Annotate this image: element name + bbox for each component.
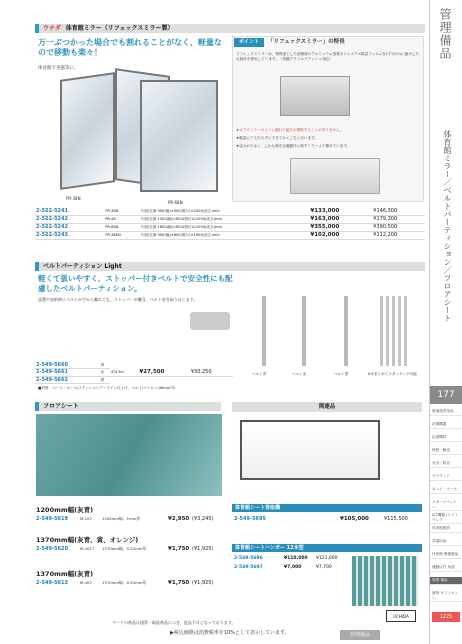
belt-code: 2-549-5662 <box>35 376 100 383</box>
belt-color: 青 <box>100 362 111 369</box>
brand-label: ウチダ <box>43 25 61 32</box>
roller-code: 2-549-5695 <box>234 516 266 522</box>
related-header: 関連品 <box>232 402 422 412</box>
page-number: 177 <box>430 386 462 404</box>
sidebar-nav-item[interactable]: 管理 備品 <box>430 577 462 585</box>
floor-item-spec: 1370mm幅、0.52mm厚 <box>102 546 147 551</box>
belt-stopper-photo <box>190 312 230 330</box>
sidebar-nav-item[interactable]: 進物 ギフトセット <box>430 590 462 602</box>
sidebar-nav-item[interactable]: グラウンド <box>430 473 462 481</box>
pole-black <box>344 296 348 366</box>
roller-price-tax: ¥115,500 <box>384 516 408 522</box>
belt-lead: 軽くて扱いやすく、ストッパー付きベルトで安全性にも配慮したベルトパーティション。 <box>38 274 233 293</box>
hanger-code: 2-549-5697 <box>234 565 263 570</box>
belt-price: ¥27,500 <box>138 369 189 376</box>
pole-red <box>302 296 306 366</box>
belt-table <box>35 362 233 384</box>
hanger-price-tax: ¥7,700 <box>316 565 332 570</box>
photo-label-stacking: 6本まとめてスタッキング可能 <box>368 372 417 376</box>
mirror-sub: 体育館で実施等に。 <box>38 66 79 71</box>
floor-item-spec: 1370mm幅、0.52mm厚 <box>102 580 147 585</box>
mirror-cell-price-tax: ¥179,300 <box>372 215 425 223</box>
mirror-panel-right <box>140 80 218 192</box>
footer-brand: UCHIDA <box>386 610 416 622</box>
mirror-lead: 万一ぶつかった場合でも割れることがなく、軽量なので移動も楽々！ <box>38 38 222 57</box>
belt-code: 2-549-5660 <box>35 362 100 369</box>
point-text: リフェックスミラーは、特殊加工した高精度のアルミニウム蒸着ポリエステル軽量フィルムを1千分の1に縮小した反射体を使用しています。（美観アクリルブラッシュ対応） <box>236 52 420 61</box>
belt-code: 2-549-5661 <box>35 369 100 376</box>
hanger-price: ¥7,000 <box>284 565 302 570</box>
sidebar-nav-item[interactable]: ICT機器 /ソフトウェア <box>430 512 462 524</box>
belt-note: ■材質：ベース・ポール/ステンレスヘアーライン仕上げ、ベルト/ナイロン(48mm巾) <box>38 386 176 390</box>
mirror-table-row <box>35 208 425 215</box>
mirror-cell-model: PR-38N <box>104 208 140 215</box>
sidebar-nav-item[interactable]: 応援機材 <box>430 434 462 442</box>
feature-note-3: ★歪みが少なく、しかも像を正確動作に映すミラーより優れています。 <box>236 144 351 148</box>
mirror-panel-left <box>60 72 115 190</box>
floor-item-code: 2-549-5620 <box>36 546 68 552</box>
mirror-layer-diagram <box>290 158 380 194</box>
sidebar-nav-item[interactable]: 体育館施設 <box>430 525 462 533</box>
sidebar-nav-item[interactable]: 環境改善用品 <box>430 408 462 416</box>
mirror-cell-code: 2-522-5241 <box>35 208 104 215</box>
hanger-code: 2-549-5696 <box>234 556 263 561</box>
mirror-cell-model: PR-38KN <box>104 231 140 239</box>
floor-item-model: M-407 <box>80 580 92 585</box>
floor-item-heading: 1200mm幅(灰青) <box>36 506 94 514</box>
hanger-title: 体育館シートハンガー 12本型 <box>232 544 422 552</box>
floor-item-price: ¥2,950 <box>168 516 190 522</box>
floor-item-model: M-4017 <box>80 546 95 551</box>
sidebar-nav-item[interactable]: 計測機器 <box>430 421 462 429</box>
mirror-cell-code: 2-522-5243 <box>35 231 104 239</box>
floor-item-price: ¥1,750 <box>168 580 190 586</box>
sidebar-nav-item[interactable]: ネット・ゴール <box>430 486 462 494</box>
belt-table-row <box>35 376 233 383</box>
floor-item-price-tax: (¥1,925) <box>192 580 214 586</box>
mirror-cell-price: ¥102,000 <box>309 231 372 239</box>
roller-photo <box>240 420 380 480</box>
belt-color: 黒 <box>100 376 111 383</box>
mirror-section-header <box>35 24 425 33</box>
floor-item-price: ¥1,750 <box>168 546 190 552</box>
floor-item-price-tax: (¥3,245) <box>192 516 214 522</box>
roller-price: ¥105,000 <box>340 516 369 522</box>
belt-sub: 設置や収納時にベルトが手から離れても、ストッパーが働き、ベルト巻き取りほします。 <box>38 297 198 302</box>
belt-table-row <box>35 369 233 376</box>
floor-item-model: M-107 <box>80 516 92 521</box>
mirror-cell-model: PR-68N <box>104 223 140 231</box>
floor-item-heading: 1370mm幅(灰青、黄、オレンジ) <box>36 536 139 544</box>
mirror-cell-spec: 片面/全面 1800(幅)×600(奥行)×2000(高さ)mm <box>140 223 310 231</box>
mirror-cell-code: 2-522-5242 <box>35 215 104 223</box>
mirror-cell-price-tax: ¥390,500 <box>372 223 425 231</box>
floor-item-code: 2-549-5619 <box>36 516 68 522</box>
belt-price-tax: ¥30,250 <box>190 369 233 376</box>
belt-spec: 約3.3m <box>110 369 138 376</box>
mirror-cell-code: 2-522-5242 <box>35 223 104 231</box>
mirror-table-row <box>35 215 425 223</box>
stacked-poles <box>380 296 410 366</box>
floor-sheet-photo <box>36 414 222 496</box>
floor-section-header: フロアシート <box>35 402 221 411</box>
sidebar <box>429 0 462 644</box>
hanger-price: ¥110,000 <box>284 556 308 561</box>
photo-label-blue: ベルト青 <box>252 372 267 376</box>
feature-note-2: ★軽量にてもたたずにできてかくこちら行います。 <box>236 136 318 140</box>
mirror-title: 体育館ミラー（リフェックスミラー製） <box>65 25 174 32</box>
point-title: 「リフェックスミラー」の特長 <box>268 39 345 45</box>
mirror-cell-spec: 片面/全面 1000(幅)×600(奥行)×2000(高さ)mm <box>140 215 310 223</box>
sidebar-nav-item[interactable]: 安全・防災 <box>430 460 462 468</box>
sidebar-nav-item[interactable]: 体育館 関連備品 <box>430 551 462 559</box>
sidebar-subtitle: 体育館ミラー／ベルトパーティション／フロアシート <box>443 130 452 322</box>
sidebar-title: 管理備品 <box>438 8 452 60</box>
mirror-cell-spec: 片面/全面 900(幅)×600(奥行)×1900(高さ)mm <box>140 231 310 239</box>
mirror-table <box>35 208 425 240</box>
footer-page-small: 1225 <box>432 612 460 622</box>
floor-item-heading: 1370mm幅(灰青) <box>36 570 94 578</box>
sidebar-nav-item[interactable]: 武道用品 <box>430 538 462 546</box>
sidebar-nav-item[interactable]: 運動以外 用品 <box>430 564 462 572</box>
belt-section-header: ベルトパーティション Light <box>35 262 425 271</box>
mirror-cell-spec: 片面/全面 900(幅)×900(奥行)×2000(高さ)mm <box>140 208 310 215</box>
pole-blue <box>262 296 266 366</box>
footer-tag: 管理備品 <box>340 630 380 640</box>
mirror-cell-price: ¥133,000 <box>309 208 372 215</box>
belt-table-row <box>35 362 233 369</box>
feature-note-1: ★ガラスミラーのように割れて破片が飛散することがありません。 <box>236 128 344 132</box>
mirror-cell-price: ¥355,000 <box>309 223 372 231</box>
roller-title: 体育館シート巻取機 <box>232 504 422 512</box>
footer-legend: マークの商品は通常・取扱商品につき、返品不可となっております。 <box>112 620 236 625</box>
floor-item-code: 2-549-5613 <box>36 580 68 586</box>
point-tag: ポイント <box>234 38 264 47</box>
hanger-photo <box>352 556 418 606</box>
mirror-cross-section-diagram <box>280 76 350 116</box>
hanger-price-tax: ¥121,000 <box>316 556 338 561</box>
mirror-table-row <box>35 231 425 239</box>
photo-label-red: ベルト赤 <box>292 372 307 376</box>
mirror-cell-model: PR-48 <box>104 215 140 223</box>
floor-item-spec: 1200mm幅、1mm厚 <box>102 516 141 521</box>
sidebar-nav-item[interactable]: 保管・輸送 <box>430 447 462 455</box>
belt-color: 赤 <box>100 369 111 376</box>
mirror-cell-price-tax: ¥112,200 <box>372 231 425 239</box>
photo-label-black: ベルト黒 <box>334 372 349 376</box>
mirror-cell-price: ¥163,000 <box>309 215 372 223</box>
sidebar-nav-item[interactable]: スポーツマットへ <box>430 499 462 511</box>
footer-tax-note: ▶税込価格は消費税率を10%として表示しています。 <box>170 630 290 636</box>
mirror-table-row <box>35 223 425 231</box>
floor-item-price-tax: (¥1,925) <box>192 546 214 552</box>
mirror-cell-price-tax: ¥146,300 <box>372 208 425 215</box>
label-pr38n: PR-38N <box>66 196 81 201</box>
label-pr68n: PR-68N <box>168 200 183 205</box>
